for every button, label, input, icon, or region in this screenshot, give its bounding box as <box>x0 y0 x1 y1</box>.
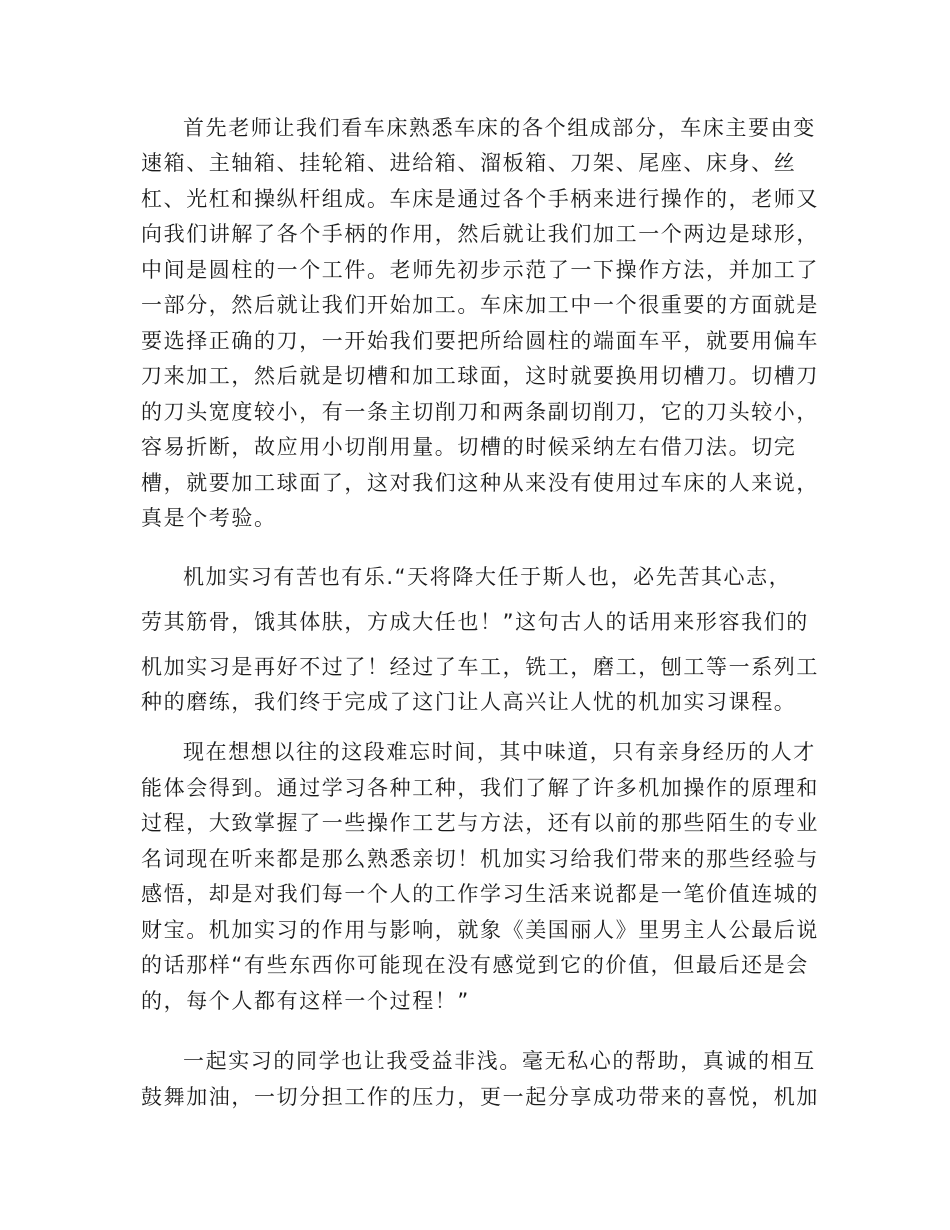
text-line: 槽，就要加工球面了，这对我们这种从来没有使用过车床的人来说， <box>141 471 819 495</box>
text-line: 首先老师让我们看车床熟悉车床的各个组成部分，车床主要由变 <box>183 116 816 140</box>
text-line: 名词现在听来都是那么熟悉亲切！机加实习给我们带来的那些经验与 <box>141 847 819 871</box>
text-line: 中间是圆柱的一个工件。老师先初步示范了一下操作方法，并加工了 <box>141 258 819 282</box>
text-line: 的，每个人都有这样一个过程！” <box>141 989 470 1013</box>
text-line: 劳其筋骨，饿其体肤，方成大任也！”这句古人的话用来形容我们的 <box>141 610 809 634</box>
text-line: 速箱、主轴箱、挂轮箱、进给箱、溜板箱、刀架、尾座、床身、丝 <box>141 151 797 175</box>
text-line: 财宝。机加实习的作用与影响，就象《美国丽人》里男主人公最后说 <box>141 918 819 942</box>
text-line: 机加实习是再好不过了！经过了车工，铣工，磨工，刨工等一系列工 <box>141 655 819 679</box>
text-line: 能体会得到。通过学习各种工种，我们了解了许多机加操作的原理和 <box>141 776 819 800</box>
text-line: 鼓舞加油，一切分担工作的压力，更一起分享成功带来的喜悦，机加 <box>141 1085 819 1109</box>
text-line: 现在想想以往的这段难忘时间，其中味道，只有亲身经历的人才 <box>183 740 816 764</box>
text-line: 的话那样“有些东西你可能现在没有感觉到它的价值，但最后还是会 <box>141 953 809 977</box>
text-line: 真是个考验。 <box>141 506 277 530</box>
text-line: 向我们讲解了各个手柄的作用，然后就让我们加工一个两边是球形， <box>141 222 819 246</box>
text-line: 感悟，却是对我们每一个人的工作学习生活来说都是一笔价值连城的 <box>141 882 819 906</box>
text-line: 一起实习的同学也让我受益非浅。毫无私心的帮助，真诚的相互 <box>183 1049 816 1073</box>
text-line: 要选择正确的刀，一开始我们要把所给圆柱的端面车平，就要用偏车 <box>141 329 819 353</box>
text-line: 机加实习有苦也有乐.“天将降大任于斯人也，必先苦其心志， <box>183 565 792 589</box>
text-line: 容易折断，故应用小切削用量。切槽的时候采纳左右借刀法。切完 <box>141 435 797 459</box>
text-line: 杠、光杠和操纵杆组成。车床是通过各个手柄来进行操作的，老师又 <box>141 187 819 211</box>
text-line: 种的磨练，我们终于完成了这门让人高兴让人忧的机加实习课程。 <box>141 690 797 714</box>
text-line: 的刀头宽度较小，有一条主切削刀和两条副切削刀，它的刀头较小， <box>141 400 819 424</box>
text-line: 一部分，然后就让我们开始加工。车床加工中一个很重要的方面就是 <box>141 293 819 317</box>
text-line: 过程，大致掌握了一些操作工艺与方法，还有以前的那些陌生的专业 <box>141 811 819 835</box>
text-line: 刀来加工，然后就是切槽和加工球面，这时就要换用切槽刀。切槽刀 <box>141 364 819 388</box>
